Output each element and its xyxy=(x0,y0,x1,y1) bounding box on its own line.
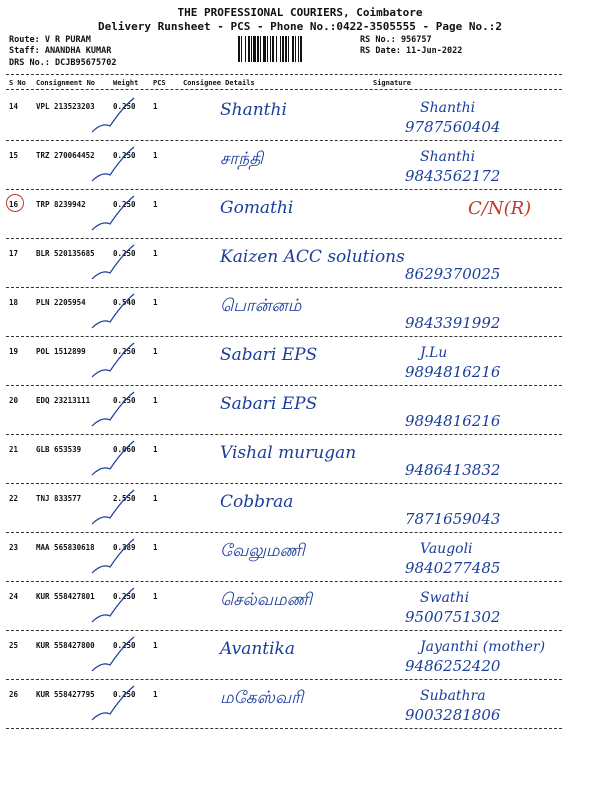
check-mark-icon xyxy=(88,290,138,332)
serial-number: 24 xyxy=(9,592,19,601)
pcs-value: 1 xyxy=(153,298,158,307)
table-row xyxy=(0,239,600,288)
consignment-number: VPL 213523203 xyxy=(36,102,95,111)
pcs-value: 1 xyxy=(153,445,158,454)
return-note: C/N(R) xyxy=(468,198,532,219)
table-row xyxy=(0,141,600,190)
consignee-name: Vishal murugan xyxy=(220,443,357,463)
circle-mark-icon xyxy=(6,194,24,212)
serial-number: 14 xyxy=(9,102,19,111)
consignment-number: GLB 653539 xyxy=(36,445,82,454)
serial-number: 15 xyxy=(9,151,19,160)
table-row xyxy=(0,92,600,141)
signature-phone: 9500751302 xyxy=(405,608,501,626)
table-row xyxy=(0,190,600,239)
weight-value: 0.250 xyxy=(113,151,136,160)
weight-value: 0.250 xyxy=(113,200,136,209)
check-mark-icon xyxy=(88,682,138,724)
serial-number: 26 xyxy=(9,690,19,699)
rs-number: RS No.: 956757 xyxy=(360,35,432,45)
serial-number: 18 xyxy=(9,298,19,307)
col-consignment: Consignment No xyxy=(36,79,96,87)
signature-name: Vaugoli xyxy=(420,541,473,557)
weight-value: 0.540 xyxy=(113,298,136,307)
signature-name: Jayanthi (mother) xyxy=(420,639,546,655)
serial-number: 20 xyxy=(9,396,19,405)
signature-phone: 9840277485 xyxy=(405,559,501,577)
table-row xyxy=(0,337,600,386)
signature-phone: 9486413832 xyxy=(405,461,501,479)
pcs-value: 1 xyxy=(153,396,158,405)
col-sno: S No xyxy=(9,79,26,87)
check-mark-icon xyxy=(88,437,138,479)
consignment-number: KUR 558427795 xyxy=(36,690,95,699)
consignee-name: பொன்னம் xyxy=(220,296,302,316)
check-mark-icon xyxy=(88,633,138,675)
consignee-name: Kaizen ACC solutions xyxy=(220,247,405,267)
consignment-number: TNJ 833577 xyxy=(36,494,82,503)
pcs-value: 1 xyxy=(153,249,158,258)
weight-value: 0.250 xyxy=(113,396,136,405)
signature-name: Subathra xyxy=(420,688,486,704)
signature-phone: 9003281806 xyxy=(405,706,501,724)
check-mark-icon xyxy=(88,192,138,234)
serial-number: 16 xyxy=(9,200,19,209)
runsheet-subtitle: Delivery Runsheet - PCS - Phone No.:0422-3505555 - Page No.:2 xyxy=(98,20,502,33)
pcs-value: 1 xyxy=(153,592,158,601)
pcs-value: 1 xyxy=(153,494,158,503)
consignee-name: Gomathi xyxy=(220,198,294,218)
signature-phone: 9486252420 xyxy=(405,657,501,675)
check-mark-icon xyxy=(88,486,138,528)
header-divider xyxy=(6,74,562,75)
table-row xyxy=(0,435,600,484)
drs-label: DRS No.: DCJB95675702 xyxy=(9,58,117,68)
signature-phone: 9894816216 xyxy=(405,412,501,430)
col-signature: Signature xyxy=(373,79,411,87)
pcs-value: 1 xyxy=(153,347,158,356)
consignee-name: செல்வமணி xyxy=(220,590,312,610)
signature-phone: 9894816216 xyxy=(405,363,501,381)
serial-number: 19 xyxy=(9,347,19,356)
consignee-name: வேலுமணி xyxy=(220,541,305,561)
pcs-value: 1 xyxy=(153,690,158,699)
consignment-number: KUR 558427801 xyxy=(36,592,95,601)
consignment-number: MAA 565830618 xyxy=(36,543,95,552)
barcode xyxy=(238,36,360,62)
serial-number: 23 xyxy=(9,543,19,552)
consignment-number: BLR 520135685 xyxy=(36,249,95,258)
check-mark-icon xyxy=(88,94,138,136)
weight-value: 0.250 xyxy=(113,347,136,356)
col-weight: Weight xyxy=(113,79,139,87)
table-row xyxy=(0,680,600,729)
serial-number: 17 xyxy=(9,249,19,258)
consignee-name: Avantika xyxy=(220,639,295,659)
consignee-name: Cobbraa xyxy=(220,492,294,512)
signature-name: J.Lu xyxy=(420,345,448,361)
consignee-name: Sabari EPS xyxy=(220,394,318,414)
weight-value: 0.250 xyxy=(113,249,136,258)
consignment-number: KUR 558427800 xyxy=(36,641,95,650)
consignment-number: TRZ 270064452 xyxy=(36,151,95,160)
signature-name: Swathi xyxy=(420,590,470,606)
table-row xyxy=(0,288,600,337)
check-mark-icon xyxy=(88,339,138,381)
company-title: THE PROFESSIONAL COURIERS, Coimbatore xyxy=(177,6,423,19)
consignment-number: EDQ 23213111 xyxy=(36,396,91,405)
consignee-name: Sabari EPS xyxy=(220,345,318,365)
consignment-number: POL 1512899 xyxy=(36,347,86,356)
pcs-value: 1 xyxy=(153,543,158,552)
consignee-name: சாந்தி xyxy=(220,149,264,169)
col-consignee: Consignee Details xyxy=(183,79,255,87)
weight-value: 2.550 xyxy=(113,494,136,503)
col-pcs: PCS xyxy=(153,79,166,87)
consignment-number: TRP 8239942 xyxy=(36,200,86,209)
column-divider xyxy=(6,89,562,90)
table-row xyxy=(0,631,600,680)
check-mark-icon xyxy=(88,241,138,283)
weight-value: 0.389 xyxy=(113,543,136,552)
serial-number: 22 xyxy=(9,494,19,503)
serial-number: 25 xyxy=(9,641,19,650)
route-label: Route: V R PURAM xyxy=(9,35,91,45)
check-mark-icon xyxy=(88,535,138,577)
weight-value: 0.250 xyxy=(113,592,136,601)
check-mark-icon xyxy=(88,584,138,626)
rs-date: RS Date: 11-Jun-2022 xyxy=(360,46,463,56)
weight-value: 0.250 xyxy=(113,102,136,111)
weight-value: 0.250 xyxy=(113,690,136,699)
staff-label: Staff: ANANDHA KUMAR xyxy=(9,46,112,56)
signature-phone: 9787560404 xyxy=(405,118,501,136)
signature-phone: 9843562172 xyxy=(405,167,501,185)
consignment-number: PLN 2205954 xyxy=(36,298,86,307)
signature-name: Shanthi xyxy=(420,149,476,165)
table-row xyxy=(0,533,600,582)
check-mark-icon xyxy=(88,143,138,185)
serial-number: 21 xyxy=(9,445,19,454)
pcs-value: 1 xyxy=(153,200,158,209)
pcs-value: 1 xyxy=(153,102,158,111)
weight-value: 0.060 xyxy=(113,445,136,454)
signature-phone: 9843391992 xyxy=(405,314,501,332)
pcs-value: 1 xyxy=(153,641,158,650)
weight-value: 0.250 xyxy=(113,641,136,650)
table-row xyxy=(0,386,600,435)
pcs-value: 1 xyxy=(153,151,158,160)
consignee-name: Shanthi xyxy=(220,100,287,120)
table-row xyxy=(0,484,600,533)
row-divider xyxy=(6,728,562,729)
table-row xyxy=(0,582,600,631)
consignee-name: மகேஸ்வரி xyxy=(220,688,304,708)
signature-phone: 8629370025 xyxy=(405,265,501,283)
signature-name: Shanthi xyxy=(420,100,476,116)
check-mark-icon xyxy=(88,388,138,430)
signature-phone: 7871659043 xyxy=(405,510,501,528)
